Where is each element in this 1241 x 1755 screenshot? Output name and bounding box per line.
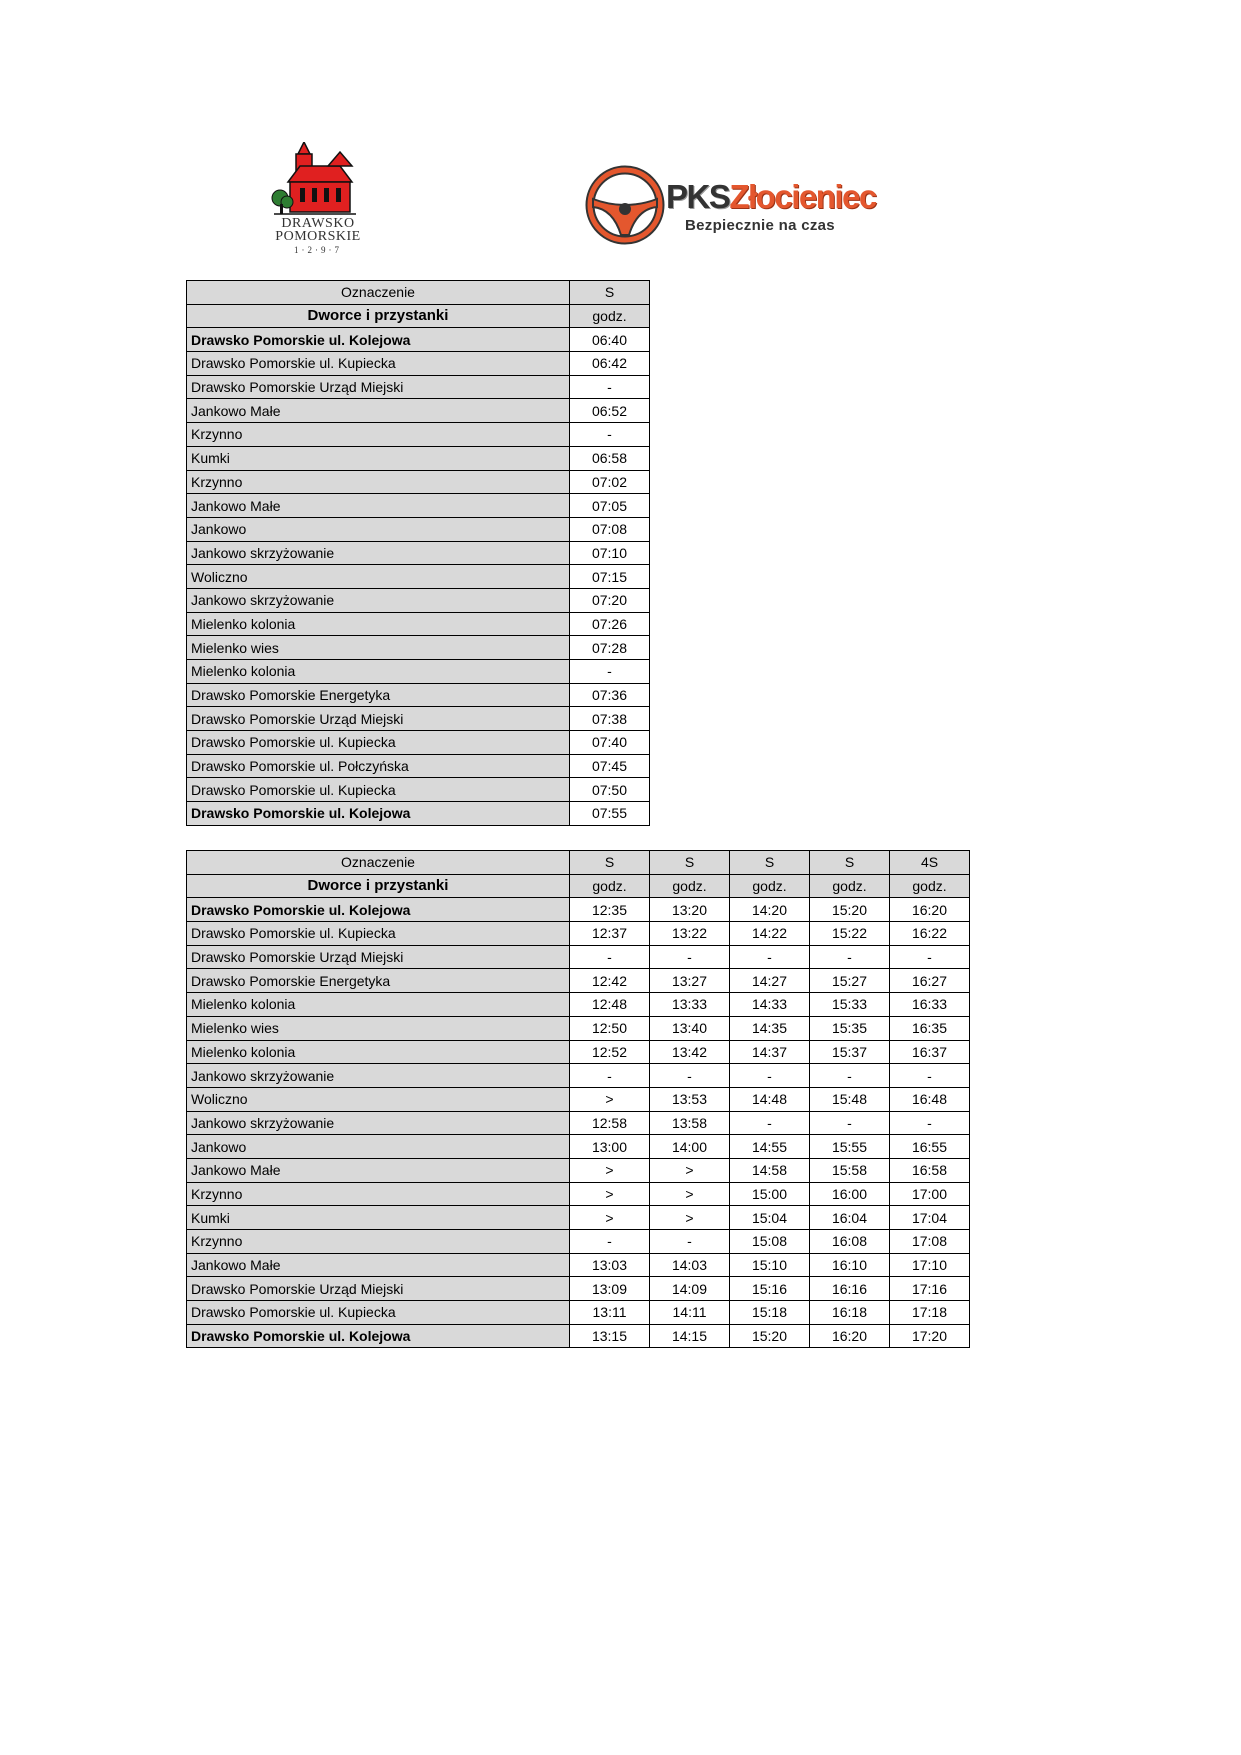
course-code: S [650,851,730,875]
departure-time: 16:58 [890,1158,970,1182]
departure-time: 17:16 [890,1277,970,1301]
departure-time: 13:15 [570,1324,650,1348]
table-row [187,898,970,922]
table-row [187,754,650,778]
stops-label: Dworce i przystanki [187,304,570,328]
departure-time: 07:02 [570,470,650,494]
stop-name: Woliczno [187,565,570,589]
town-logo [240,142,396,256]
departure-time: 14:37 [730,1040,810,1064]
departure-time: 14:15 [650,1324,730,1348]
table-row [187,565,650,589]
departure-time: 07:38 [570,707,650,731]
departure-time: 13:33 [650,993,730,1017]
departure-time: 07:05 [570,494,650,518]
departure-time: 16:16 [810,1277,890,1301]
operator-brand-part1: PKS [666,178,730,215]
course-code: S [570,281,650,305]
course-code: S [810,851,890,875]
stop-name: Jankowo skrzyżowanie [187,1111,570,1135]
departure-time: - [810,1064,890,1088]
departure-time: 06:58 [570,446,650,470]
departure-time: 13:53 [650,1087,730,1111]
table-row [187,1040,970,1064]
departure-time: 16:10 [810,1253,890,1277]
table-row [187,470,650,494]
town-year: 1·2·9·7 [294,245,342,255]
departure-time: - [570,1064,650,1088]
stop-name: Jankowo skrzyżowanie [187,588,570,612]
course-unit: godz. [650,874,730,898]
operator-logo [585,165,905,245]
departure-time: 14:03 [650,1253,730,1277]
stop-name: Drawsko Pomorskie ul. Kolejowa [187,328,570,352]
stop-name: Mielenko kolonia [187,1040,570,1064]
departure-time: 13:00 [570,1135,650,1159]
stop-name: Krzynno [187,1182,570,1206]
departure-time: 07:45 [570,754,650,778]
stop-name: Mielenko kolonia [187,612,570,636]
departure-time: 13:27 [650,969,730,993]
departure-time: 14:00 [650,1135,730,1159]
departure-time: 16:18 [810,1301,890,1325]
departure-time: 13:11 [570,1301,650,1325]
table-row [187,945,970,969]
departure-time: 15:08 [730,1230,810,1254]
timetable-afternoon [186,850,970,1348]
departure-time: 17:20 [890,1324,970,1348]
departure-time: 14:48 [730,1087,810,1111]
departure-time: 07:40 [570,731,650,755]
departure-time: 14:11 [650,1301,730,1325]
departure-time: 16:27 [890,969,970,993]
stop-name: Drawsko Pomorskie Urząd Miejski [187,375,570,399]
departure-time: 07:28 [570,636,650,660]
course-unit: godz. [570,304,650,328]
table-row [187,660,650,684]
table-row [187,588,650,612]
table-row [187,1324,970,1348]
table-row [187,969,970,993]
departure-time: 07:15 [570,565,650,589]
departure-time: 14:58 [730,1158,810,1182]
operator-brand-part2: Złocieniec [729,178,876,215]
table-row [187,707,650,731]
departure-time: 15:20 [730,1324,810,1348]
stop-name: Kumki [187,1206,570,1230]
header-row [187,874,970,898]
stop-name: Drawsko Pomorskie ul. Kolejowa [187,1324,570,1348]
departure-time: > [650,1182,730,1206]
departure-time: 17:00 [890,1182,970,1206]
course-unit: godz. [810,874,890,898]
departure-time: 15:00 [730,1182,810,1206]
stop-name: Mielenko kolonia [187,660,570,684]
departure-time: 13:20 [650,898,730,922]
designation-row [187,851,970,875]
operator-slogan: Bezpiecznie na czas [685,217,835,234]
course-unit: godz. [730,874,810,898]
departure-time: - [650,1064,730,1088]
departure-time: 06:52 [570,399,650,423]
table-row [187,802,650,826]
departure-time: - [890,1111,970,1135]
table-row [187,494,650,518]
departure-time: 16:20 [810,1324,890,1348]
departure-time: 06:40 [570,328,650,352]
stop-name: Jankowo skrzyżowanie [187,1064,570,1088]
table-row [187,1277,970,1301]
departure-time: 12:48 [570,993,650,1017]
departure-time: > [570,1182,650,1206]
stop-name: Drawsko Pomorskie Energetyka [187,969,570,993]
stop-name: Drawsko Pomorskie ul. Kolejowa [187,802,570,826]
departure-time: 12:35 [570,898,650,922]
stop-name: Drawsko Pomorskie Urząd Miejski [187,945,570,969]
departure-time: 13:03 [570,1253,650,1277]
table-row [187,1111,970,1135]
table-row [187,1206,970,1230]
table-row [187,731,650,755]
table-row [187,778,650,802]
departure-time: 15:10 [730,1253,810,1277]
stop-name: Mielenko kolonia [187,993,570,1017]
departure-time: 07:08 [570,517,650,541]
departure-time: 15:58 [810,1158,890,1182]
table-row [187,375,650,399]
departure-time: 15:04 [730,1206,810,1230]
departure-time: 15:20 [810,898,890,922]
departure-time: 14:20 [730,898,810,922]
table-row [187,922,970,946]
departure-time: 14:09 [650,1277,730,1301]
stop-name: Mielenko wies [187,636,570,660]
departure-time: > [570,1158,650,1182]
course-code: S [730,851,810,875]
table-row [187,1230,970,1254]
departure-time: 17:18 [890,1301,970,1325]
departure-time: 16:00 [810,1182,890,1206]
departure-time: 16:22 [890,922,970,946]
stop-name: Drawsko Pomorskie ul. Kupiecka [187,352,570,376]
town-name-line2: POMORSKIE [275,229,361,244]
table-row [187,352,650,376]
departure-time: - [570,1230,650,1254]
table-row [187,683,650,707]
table-row [187,636,650,660]
table-row [187,993,970,1017]
departure-time: 15:37 [810,1040,890,1064]
departure-time: 16:55 [890,1135,970,1159]
town-name-line1: DRAWSKO [281,216,355,231]
departure-time: 07:50 [570,778,650,802]
departure-time: 13:42 [650,1040,730,1064]
departure-time: 07:26 [570,612,650,636]
header-row [187,304,650,328]
departure-time: 16:33 [890,993,970,1017]
table-row [187,1064,970,1088]
departure-time: 14:33 [730,993,810,1017]
departure-time: 06:42 [570,352,650,376]
departure-time: 13:40 [650,1016,730,1040]
course-unit: godz. [890,874,970,898]
table-row [187,1087,970,1111]
stop-name: Drawsko Pomorskie Urząd Miejski [187,707,570,731]
stop-name: Krzynno [187,1230,570,1254]
departure-time: - [650,945,730,969]
departure-time: - [570,375,650,399]
departure-time: 12:37 [570,922,650,946]
departure-time: 12:42 [570,969,650,993]
operator-brand [666,179,876,215]
departure-time: - [650,1230,730,1254]
stop-name: Drawsko Pomorskie ul. Kupiecka [187,1301,570,1325]
departure-time: - [890,945,970,969]
stop-name: Jankowo Małe [187,1253,570,1277]
departure-time: 07:55 [570,802,650,826]
stop-name: Jankowo [187,517,570,541]
departure-time: 14:55 [730,1135,810,1159]
departure-time: 16:37 [890,1040,970,1064]
departure-time: 15:27 [810,969,890,993]
church-icon [240,142,396,220]
stop-name: Drawsko Pomorskie ul. Kupiecka [187,778,570,802]
departure-time: 15:18 [730,1301,810,1325]
table-row [187,1182,970,1206]
departure-time: 07:20 [570,588,650,612]
departure-time: 15:22 [810,922,890,946]
table-row [187,1135,970,1159]
stop-name: Jankowo Małe [187,399,570,423]
table-row [187,328,650,352]
departure-time: - [730,1064,810,1088]
departure-time: - [890,1064,970,1088]
departure-time: - [730,1111,810,1135]
departure-time: 13:22 [650,922,730,946]
departure-time: 07:36 [570,683,650,707]
course-code: S [570,851,650,875]
stop-name: Jankowo Małe [187,1158,570,1182]
designation-label: Oznaczenie [187,851,570,875]
stop-name: Jankowo [187,1135,570,1159]
departure-time: - [730,945,810,969]
departure-time: 15:16 [730,1277,810,1301]
stop-name: Jankowo Małe [187,494,570,518]
timetable-morning [186,280,650,826]
departure-time: 12:52 [570,1040,650,1064]
table-row [187,541,650,565]
departure-time: 16:04 [810,1206,890,1230]
stop-name: Drawsko Pomorskie ul. Kupiecka [187,731,570,755]
stop-name: Kumki [187,446,570,470]
stop-name: Woliczno [187,1087,570,1111]
departure-time: > [570,1087,650,1111]
table-row [187,1253,970,1277]
stop-name: Mielenko wies [187,1016,570,1040]
departure-time: > [650,1158,730,1182]
departure-time: 16:20 [890,898,970,922]
stop-name: Krzynno [187,423,570,447]
departure-time: - [810,1111,890,1135]
departure-time: 17:10 [890,1253,970,1277]
table-row [187,612,650,636]
departure-time: 16:48 [890,1087,970,1111]
stop-name: Jankowo skrzyżowanie [187,541,570,565]
departure-time: 14:27 [730,969,810,993]
designation-row [187,281,650,305]
table-row [187,1016,970,1040]
stop-name: Drawsko Pomorskie ul. Kupiecka [187,922,570,946]
departure-time: 15:55 [810,1135,890,1159]
course-code: 4S [890,851,970,875]
departure-time: 14:35 [730,1016,810,1040]
stop-name: Drawsko Pomorskie Energetyka [187,683,570,707]
departure-time: 15:35 [810,1016,890,1040]
stop-name: Drawsko Pomorskie ul. Kolejowa [187,898,570,922]
designation-label: Oznaczenie [187,281,570,305]
departure-time: 13:58 [650,1111,730,1135]
departure-time: 16:08 [810,1230,890,1254]
departure-time: 17:08 [890,1230,970,1254]
stops-label: Dworce i przystanki [187,874,570,898]
stop-name: Drawsko Pomorskie Urząd Miejski [187,1277,570,1301]
table-row [187,423,650,447]
departure-time: - [570,423,650,447]
departure-time: 14:22 [730,922,810,946]
departure-time: 17:04 [890,1206,970,1230]
steering-wheel-icon [585,165,665,245]
table-row [187,517,650,541]
departure-time: 15:33 [810,993,890,1017]
table-row [187,1158,970,1182]
departure-time: - [570,945,650,969]
table-row [187,399,650,423]
table-row [187,446,650,470]
departure-time: 15:48 [810,1087,890,1111]
departure-time: 12:50 [570,1016,650,1040]
departure-time: > [650,1206,730,1230]
departure-time: 16:35 [890,1016,970,1040]
table-row [187,1301,970,1325]
departure-time: > [570,1206,650,1230]
departure-time: 07:10 [570,541,650,565]
departure-time: 13:09 [570,1277,650,1301]
stop-name: Krzynno [187,470,570,494]
stop-name: Drawsko Pomorskie ul. Połczyńska [187,754,570,778]
departure-time: - [570,660,650,684]
departure-time: 12:58 [570,1111,650,1135]
departure-time: - [810,945,890,969]
course-unit: godz. [570,874,650,898]
